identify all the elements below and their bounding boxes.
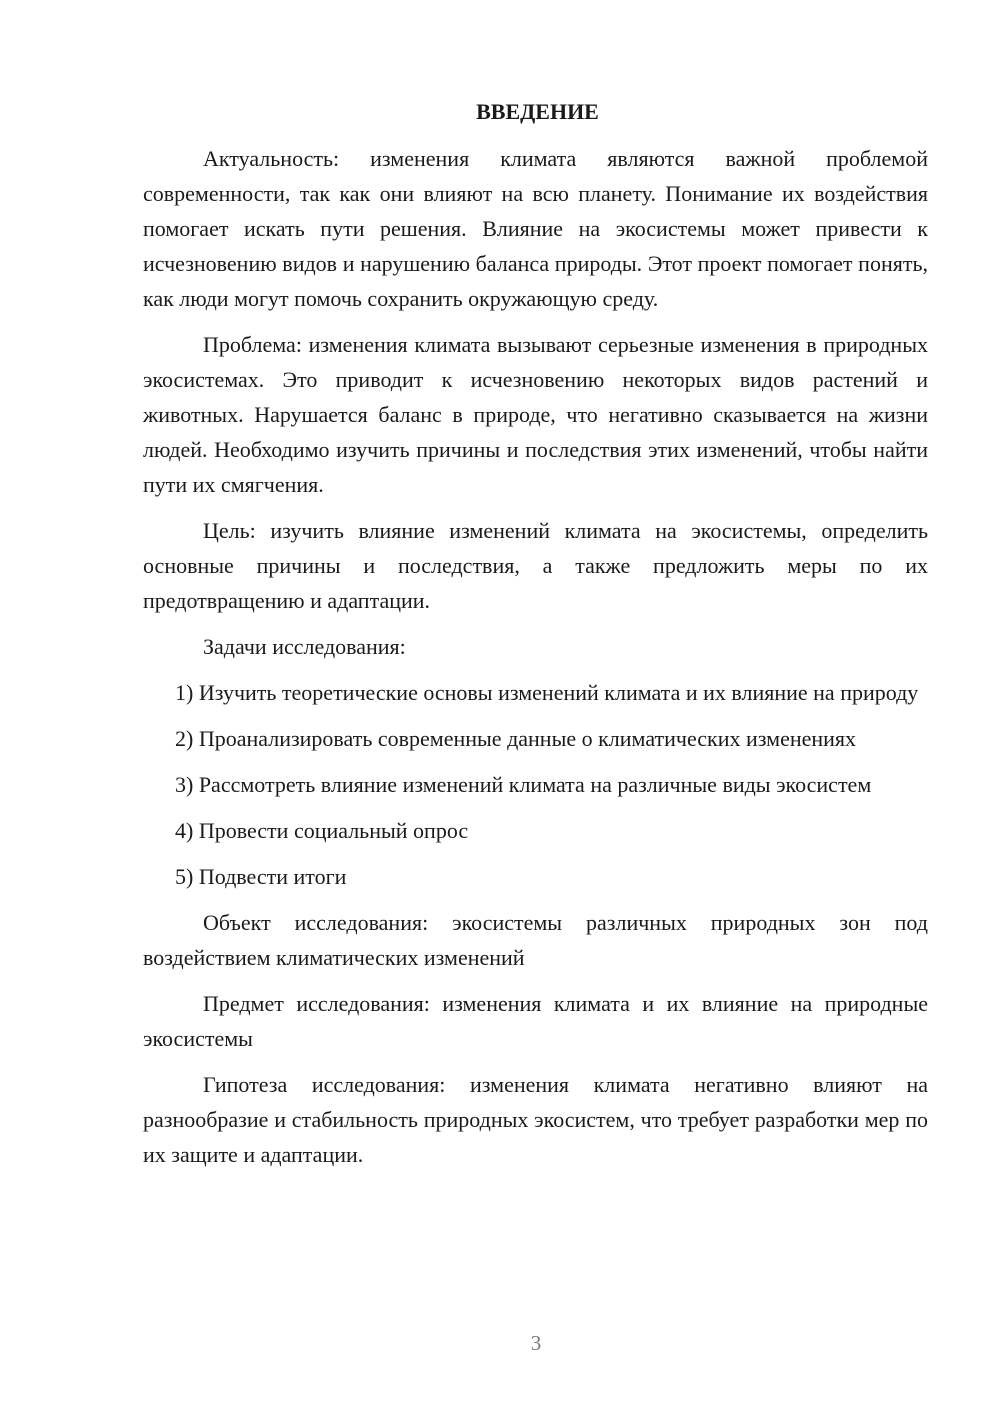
paragraph-tasks-intro: Задачи исследования: xyxy=(203,634,406,659)
task-item-5: 5) Подвести итоги xyxy=(175,864,347,889)
paragraph-object: Объект исследования: экосистемы различных природных зон под воздействием климатических изменений xyxy=(143,910,928,970)
task-item-3: 3) Рассмотреть влияние изменений климата на различные виды экосистем xyxy=(175,772,872,797)
paragraph-subject: Предмет исследования: изменения климата и их влияние на природные экосистемы xyxy=(143,991,928,1051)
page-content xyxy=(143,94,928,1183)
paragraph-relevance: Актуальность: изменения климата являются важной проблемой современности, так как они влияют на всю планету. Понимание их воздействия помогает искать пути решения. Влияние на экосистемы может привести к исчезновению видов и нарушению баланса природы. Этот проект помогает понять, как люди могут помочь сохранить окружающую среду. xyxy=(143,146,928,311)
task-item-4: 4) Провести социальный опрос xyxy=(175,818,469,843)
paragraph-goal: Цель: изучить влияние изменений климата на экосистемы, определить основные причины и последствия, а также предложить меры по их предотвращению и адаптации. xyxy=(143,518,928,613)
task-item-1: 1) Изучить теоретические основы изменений климата и их влияние на природу xyxy=(175,680,919,705)
task-item-2: 2) Проанализировать современные данные о климатических изменениях xyxy=(175,726,857,751)
paragraph-hypothesis: Гипотеза исследования: изменения климата негативно влияют на разнообразие и стабильность природных экосистем, что требует разработки мер по их защите и адаптации. xyxy=(143,1072,928,1167)
section-heading: ВВЕДЕНИЕ xyxy=(476,99,599,124)
page-number: 3 xyxy=(530,1331,542,1355)
paragraph-problem: Проблема: изменения климата вызывают серьезные изменения в природных экосистемах. Это приводит к исчезновению некоторых видов растений и животных. Нарушается баланс в природе, что негативно сказывается на жизни людей. Необходимо изучить причины и последствия этих изменений, чтобы найти пути их смягчения. xyxy=(143,332,928,497)
